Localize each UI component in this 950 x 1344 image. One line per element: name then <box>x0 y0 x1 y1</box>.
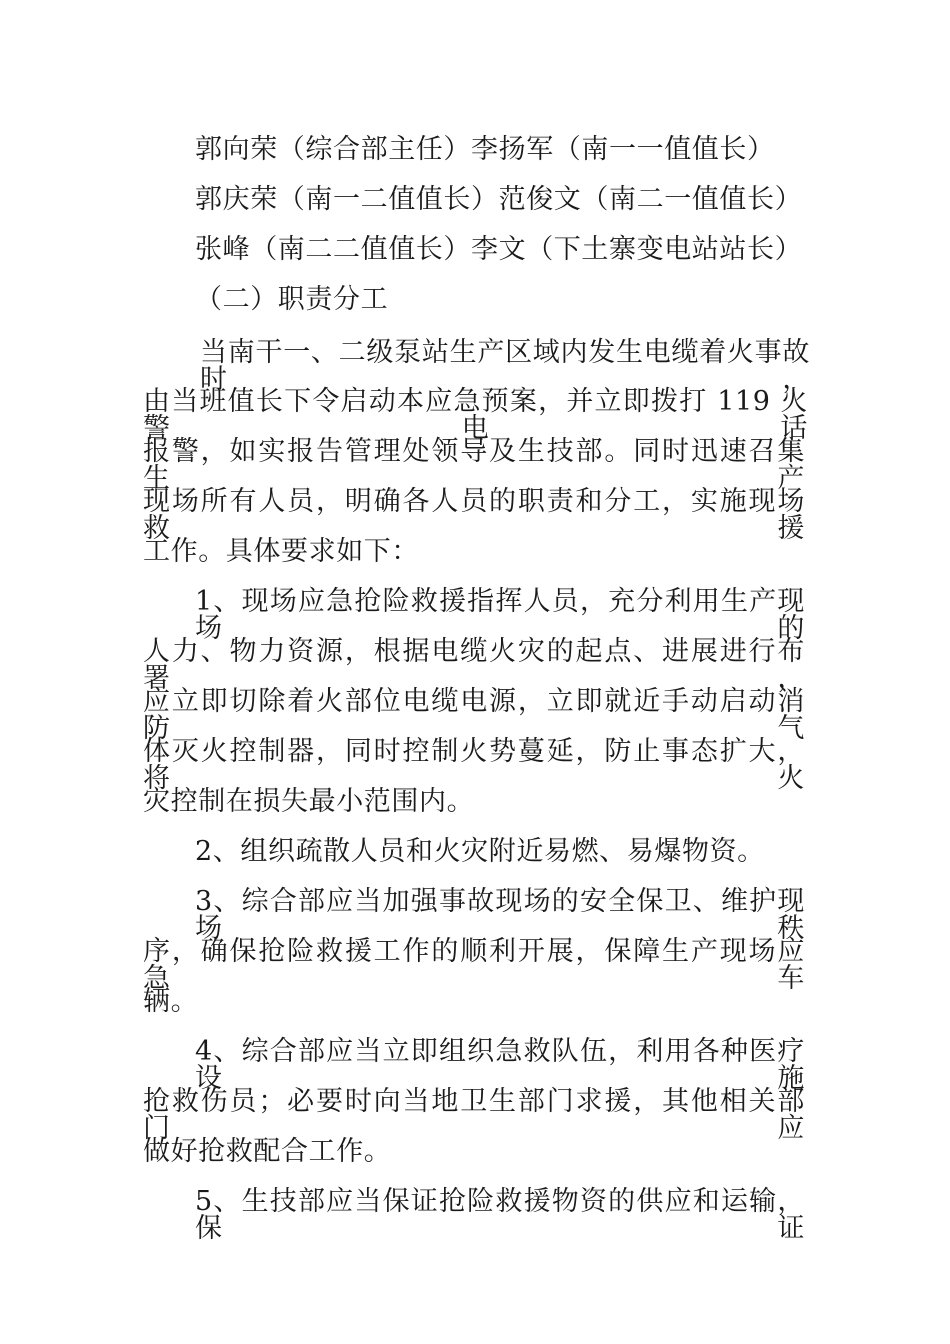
list-item-line: 序，确保抢险救援工作的顺利开展，保障生产现场应急车 <box>143 936 805 994</box>
list-item-line: 体灭火控制器，同时控制火势蔓延，防止事态扩大，将火 <box>143 736 805 794</box>
list-item-line: 2、组织疏散人员和火灾附近易燃、易爆物资。 <box>195 836 765 867</box>
list-item-line: 1、现场应急抢险救援指挥人员，充分利用生产现场的 <box>195 586 805 644</box>
list-item-line: 辆。 <box>143 986 199 1017</box>
member-line: 郭向荣（综合部主任）李扬军（南一一值值长） <box>195 134 775 165</box>
paragraph-line: 现场所有人员，明确各人员的职责和分工，实施现场救援 <box>143 486 805 544</box>
list-item-line: 灾控制在损失最小范围内。 <box>143 786 475 817</box>
paragraph-line: 由当班值长下令启动本应急预案，并立即拨打 119 火警电话 <box>143 386 808 444</box>
section-heading: （二）职责分工 <box>195 284 389 315</box>
member-line: 郭庆荣（南一二值值长）范俊文（南二一值值长） <box>195 184 803 215</box>
list-item-line: 人力、物力资源，根据电缆火灾的起点、进展进行布署， <box>143 636 805 694</box>
list-item-line: 4、综合部应当立即组织急救队伍，利用各种医疗设施 <box>195 1036 805 1094</box>
list-item-line: 5、生技部应当保证抢险救援物资的供应和运输，保证 <box>195 1186 805 1244</box>
paragraph-line: 报警，如实报告管理处领导及生技部。同时迅速召集生产 <box>143 436 805 494</box>
list-item-line: 3、综合部应当加强事故现场的安全保卫、维护现场秩 <box>195 886 805 944</box>
member-line: 张峰（南二二值值长）李文（下土寨变电站站长） <box>195 234 803 265</box>
paragraph-line: 工作。具体要求如下： <box>143 536 419 567</box>
paragraph-line: 当南干一、二级泵站生产区域内发生电缆着火事故时， <box>200 337 810 395</box>
list-item-line: 抢救伤员；必要时向当地卫生部门求援，其他相关部门应 <box>143 1086 805 1144</box>
list-item-line: 应立即切除着火部位电缆电源，立即就近手动启动消防气 <box>143 686 805 744</box>
list-item-line: 做好抢救配合工作。 <box>143 1136 392 1167</box>
